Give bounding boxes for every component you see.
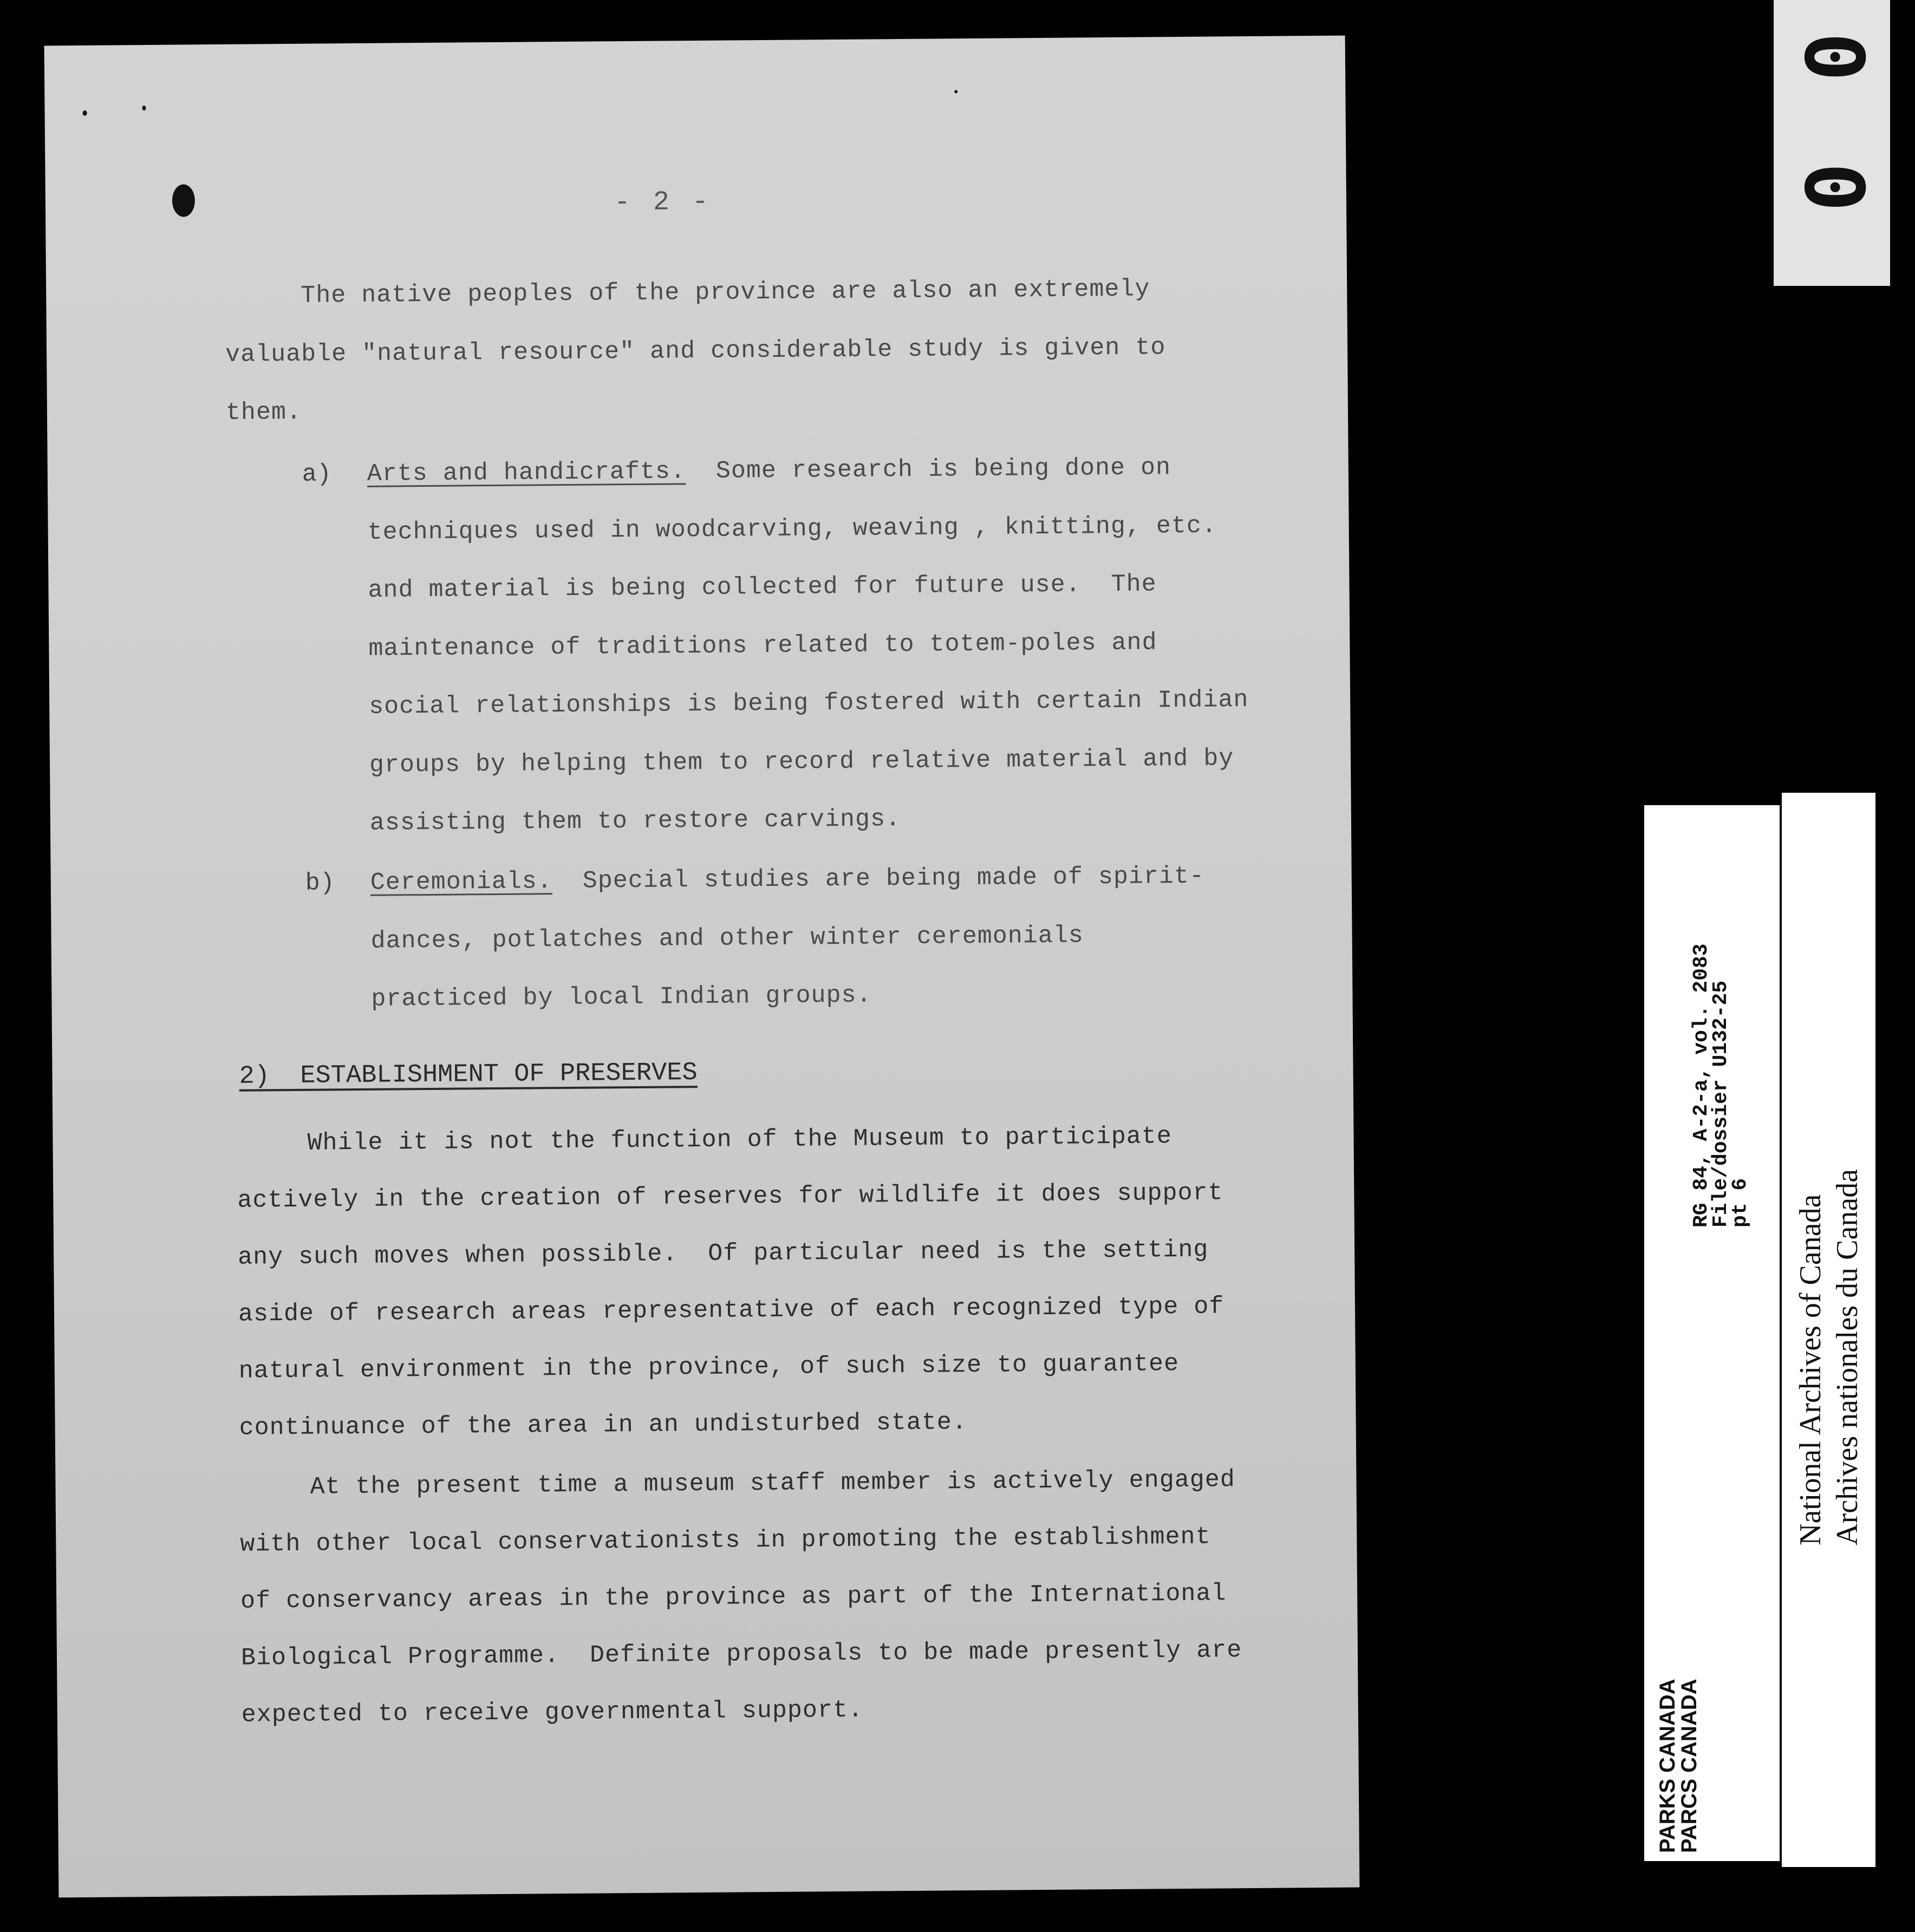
archives-fr: Archives nationales du Canada — [1831, 1169, 1864, 1545]
para1-line: While it is not the function of the Museum to participate — [307, 1122, 1172, 1157]
reference-line: File/dossier U132-25 — [1709, 980, 1732, 1228]
item-a-first-line — [367, 454, 1171, 488]
item-a-line: groups by helping them to record relative material and by — [369, 745, 1234, 779]
parks-canada-label — [1644, 805, 1780, 1861]
item-b-title: Ceremonials. — [370, 867, 553, 897]
para1-line: continuance of the area in an undisturbed state. — [239, 1408, 968, 1442]
para1-line: actively in the creation of reserves for wildlife it does support — [237, 1179, 1223, 1215]
para1-line: natural environment in the province, of such size to guarantee — [238, 1350, 1180, 1385]
para2-line: expected to receive governmental support. — [241, 1696, 864, 1729]
item-a-title: Arts and handicrafts. — [367, 458, 686, 488]
intro-line: valuable "natural resource" and considerable study is given to — [225, 334, 1166, 369]
ink-speck — [954, 90, 957, 93]
frame-number-stamp — [1774, 0, 1890, 286]
item-a-line: techniques used in woodcarving, weaving , knitting, etc. — [367, 512, 1217, 546]
item-b-first-line — [370, 863, 1205, 897]
item-b-line: practiced by local Indian groups. — [371, 981, 872, 1013]
reference-line: RG 84, A-2-a, vol. 2083 — [1690, 943, 1713, 1228]
intro-line: The native peoples of the province are also an extremely — [301, 275, 1150, 310]
item-a-line: maintenance of traditions related to totem-poles and — [368, 629, 1157, 663]
item-a-first-line-rest: Some research is being done on — [715, 454, 1171, 485]
archives-en: National Archives of Canada — [1794, 1194, 1827, 1545]
reference-line: pt 6 — [1729, 1178, 1752, 1228]
agency-en: PARKS CANADA — [1656, 1679, 1679, 1853]
section-heading: 2) ESTABLISHMENT OF PRESERVES — [239, 1059, 698, 1091]
para2-line: with other local conservationists in promoting the establishment — [240, 1523, 1211, 1558]
punch-hole — [172, 184, 195, 217]
page-number: - 2 - — [614, 186, 712, 219]
frame-number-text: 0 0 — [1786, 32, 1880, 228]
national-archives-label — [1782, 793, 1875, 1867]
para2-line: of conservancy areas in the province as part of the International — [240, 1579, 1227, 1615]
para1-line: aside of research areas representative of each recognized type of — [238, 1293, 1224, 1328]
item-b-first-line-rest: Special studies are being made of spirit- — [582, 862, 1205, 895]
item-a-marker: a) — [302, 460, 332, 488]
ink-speck — [83, 110, 87, 116]
para1-line: any such moves when possible. Of particular need is the setting — [237, 1236, 1209, 1271]
para2-line: Biological Programme. Definite proposals to be made presently are — [240, 1636, 1242, 1672]
ink-speck — [142, 106, 146, 110]
item-b-marker: b) — [305, 869, 335, 897]
item-a-line: social relationships is being fostered with certain Indian — [369, 686, 1249, 721]
item-a-line: assisting them to restore carvings. — [369, 805, 901, 837]
item-b-line: dances, potlatches and other winter ceremonials — [370, 922, 1084, 955]
item-a-line: and material is being collected for future use. The — [368, 570, 1157, 604]
para2-line: At the present time a museum staff member is actively engaged — [310, 1466, 1235, 1501]
agency-fr: PARCS CANADA — [1677, 1679, 1701, 1853]
intro-line: them. — [225, 398, 302, 427]
document-page — [44, 36, 1360, 1898]
